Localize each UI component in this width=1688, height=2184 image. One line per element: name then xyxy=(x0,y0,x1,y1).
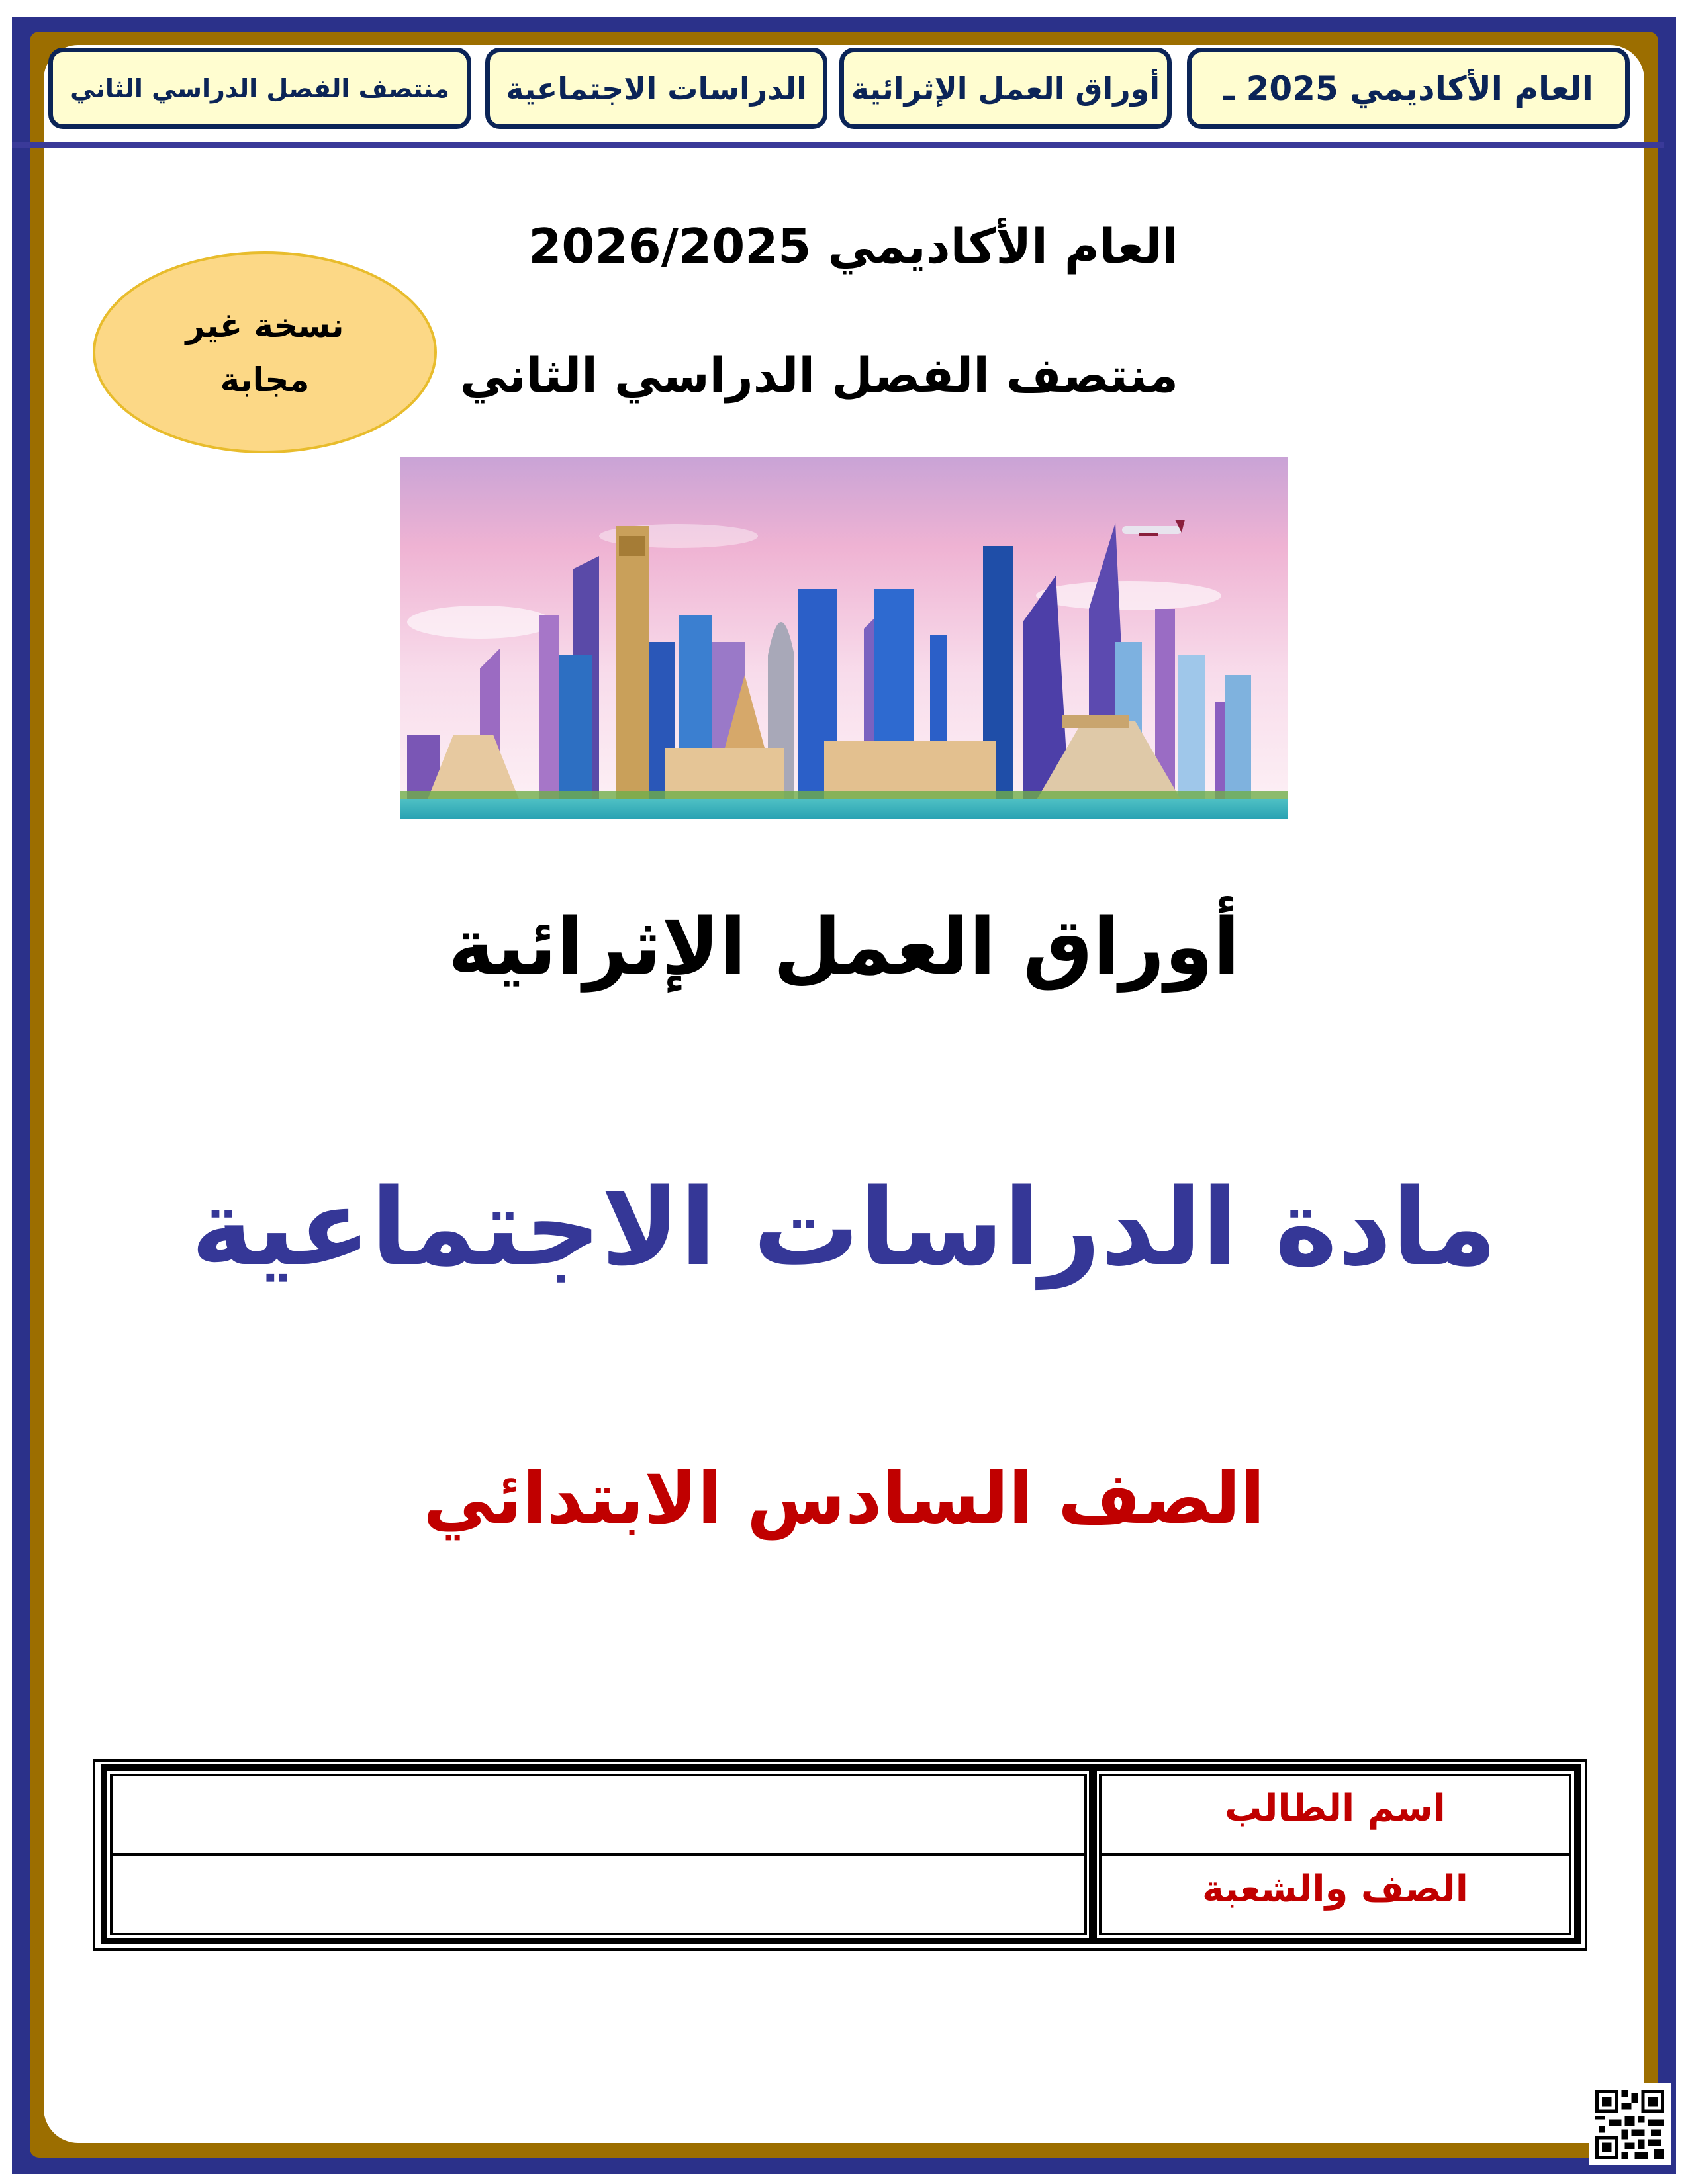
skyline-illustration xyxy=(400,457,1288,819)
student-name-field[interactable] xyxy=(113,1776,1084,1853)
header-pill-label: منتصف الفصل الدراسي الثاني xyxy=(70,73,449,103)
header-pill-academic-year xyxy=(1187,48,1630,129)
class-section-label: الصف والشعبة xyxy=(1201,1868,1469,1911)
row-divider xyxy=(110,1853,1087,1856)
header-pill-term xyxy=(48,48,471,129)
class-section-field[interactable] xyxy=(113,1857,1084,1933)
grade-title: الصف السادس الابتدائي xyxy=(423,1457,1265,1540)
academic-year-title: العام الأكاديمي 2026/2025 xyxy=(528,218,1178,274)
header-pill-label: العام الأكاديمي 2025 ـ xyxy=(1223,69,1593,108)
badge-line-2: مجابة xyxy=(220,360,310,399)
worksheet-title: أوراق العمل الإثرائية xyxy=(447,901,1241,992)
header-pill-label: أوراق العمل الإثرائية xyxy=(851,70,1160,107)
header-divider xyxy=(12,142,1664,148)
row-divider xyxy=(1099,1853,1571,1856)
qr-code-icon xyxy=(1589,2083,1671,2165)
header-pill-subject xyxy=(485,48,827,129)
column-separator xyxy=(1089,1764,1097,1944)
term-title: منتصف الفصل الدراسي الثاني xyxy=(459,347,1178,403)
student-name-label: اسم الطالب xyxy=(1225,1787,1446,1830)
header-pill-worksheets xyxy=(839,48,1172,129)
badge-line-1: نسخة غير xyxy=(185,306,344,345)
subject-title: مادة الدراسات الاجتماعية xyxy=(191,1165,1497,1289)
header-pill-label: الدراسات الاجتماعية xyxy=(506,70,807,107)
unanswered-copy-badge xyxy=(93,251,437,453)
